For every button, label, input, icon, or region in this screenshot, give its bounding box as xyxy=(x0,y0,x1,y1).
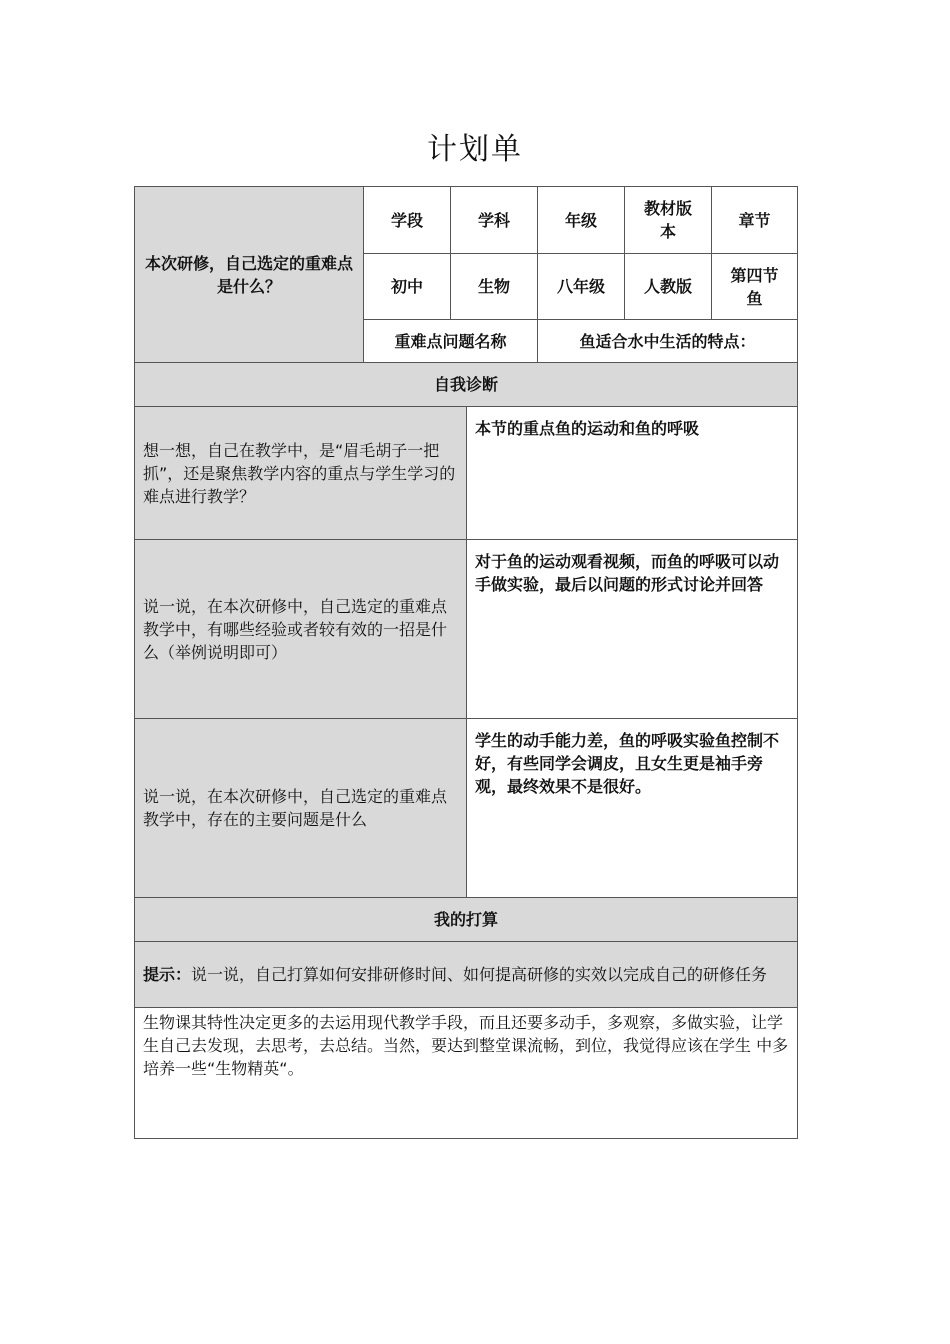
research-question-cell xyxy=(134,186,364,363)
value-grade-text: 八年级 xyxy=(556,277,605,296)
plan-hint-cell xyxy=(134,941,798,1008)
column-header-chapter-label: 章节 xyxy=(738,210,771,230)
plan-hint-text: 说一说，自己打算如何安排研修时间、如何提高研修的实效以完成自己的研修任务 xyxy=(191,965,768,984)
column-header-edition-label: 教材版本 xyxy=(643,199,692,241)
my-plan-heading xyxy=(134,897,798,942)
diagnosis-question-3-text: 说一说，在本次研修中，自己选定的重难点教学中，存在的主要问题是什么 xyxy=(143,787,448,829)
value-subject-text: 生物 xyxy=(477,277,510,296)
research-question-label: 本次研修，自己选定的重难点是什么？ xyxy=(144,253,353,296)
diagnosis-answer-2 xyxy=(466,539,798,719)
value-grade xyxy=(537,253,625,320)
value-edition xyxy=(624,253,712,320)
diagnosis-question-1 xyxy=(134,406,467,540)
diagnosis-answer-2-text: 对于鱼的运动观看视频，而鱼的呼吸可以动手做实验，最后以问题的形式讨论并回答 xyxy=(475,552,780,594)
self-diagnosis-heading xyxy=(134,362,798,407)
value-chapter-text: 第四节鱼 xyxy=(730,265,779,308)
self-diagnosis-heading-text: 自我诊断 xyxy=(433,375,498,394)
column-header-chapter xyxy=(711,186,798,254)
column-header-stage-label: 学段 xyxy=(390,210,423,230)
key-problem-label: 重难点问题名称 xyxy=(394,331,507,351)
diagnosis-answer-3 xyxy=(466,718,798,898)
key-problem-label-cell xyxy=(363,319,538,363)
plan-content-text: 生物课其特性决定更多的去运用现代教学手段，而且还要多动手，多观察，多做实验，让学生自己去发现，去思考，去总结。当然，要达到整堂课流畅，到位，我觉得应该在学生 中多培养一些“生物精英“。 xyxy=(143,1013,789,1078)
value-stage xyxy=(363,253,451,320)
column-header-subject-label: 学科 xyxy=(477,210,510,230)
plan-hint-paragraph xyxy=(143,963,767,986)
diagnosis-answer-3-text: 学生的动手能力差，鱼的呼吸实验鱼控制不好，有些同学会调皮，且女生更是袖手旁观，最终效果不是很好。 xyxy=(475,731,780,796)
diagnosis-question-3 xyxy=(134,718,467,898)
diagnosis-question-2 xyxy=(134,539,467,719)
column-header-grade-label: 年级 xyxy=(564,210,597,230)
column-header-edition xyxy=(624,186,712,254)
diagnosis-answer-1-text: 本节的重点鱼的运动和鱼的呼吸 xyxy=(475,419,700,438)
plan-hint-label: 提示： xyxy=(143,965,192,984)
value-subject xyxy=(450,253,538,320)
column-header-grade xyxy=(537,186,625,254)
diagnosis-question-1-text: 想一想，自己在教学中，是“眉毛胡子一把抓”，还是聚焦教学内容的重点与学生学习的难点进行教学？ xyxy=(143,440,456,506)
value-edition-text: 人教版 xyxy=(643,277,692,296)
diagnosis-question-2-text: 说一说，在本次研修中，自己选定的重难点教学中，有哪些经验或者较有效的一招是什么（举例说明即可） xyxy=(143,596,448,662)
column-header-stage xyxy=(363,186,451,254)
my-plan-heading-text: 我的打算 xyxy=(433,910,498,929)
column-header-subject xyxy=(450,186,538,254)
key-problem-value-cell xyxy=(537,319,798,363)
plan-content-cell xyxy=(134,1007,798,1139)
value-stage-text: 初中 xyxy=(390,277,423,296)
key-problem-value: 鱼适合水中生活的特点： xyxy=(579,331,756,351)
value-chapter xyxy=(711,253,798,320)
page-title: 计划单 xyxy=(427,132,523,167)
diagnosis-answer-1 xyxy=(466,406,798,540)
